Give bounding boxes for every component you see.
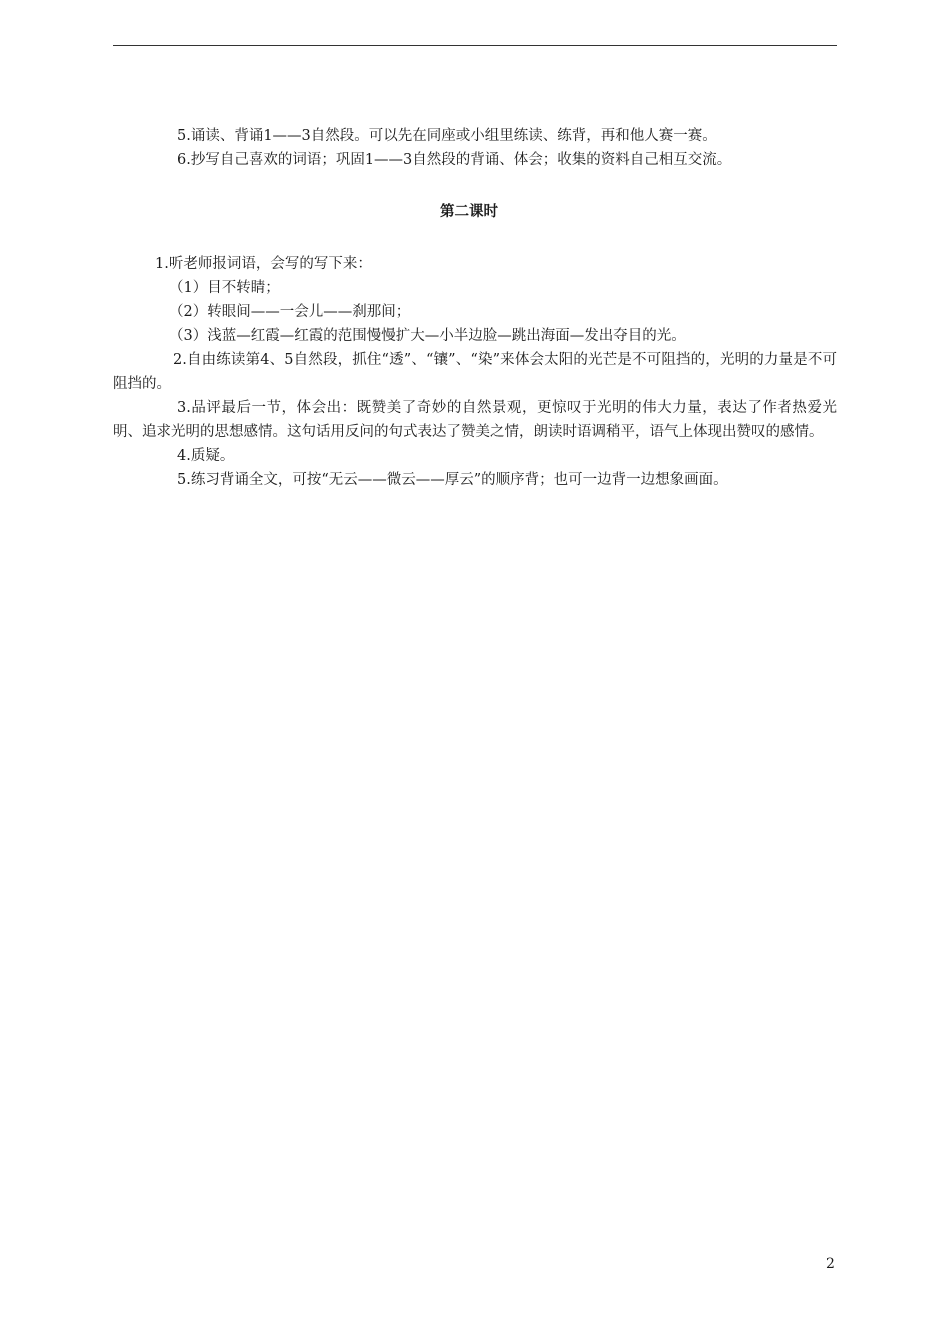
- exercise-item-1c: （3）浅蓝—红霞—红霞的范围慢慢扩大—小半边脸—跳出海面—发出夺目的光。: [169, 328, 686, 344]
- exercise-item-3: 3.品评最后一节，体会出：既赞美了奇妙的自然景观，更惊叹于光明的伟大力量，表达了作者热爱光明、追求光明的思想感情。这句话用反问的句式表达了赞美之情，朗读时语调稍平，语气上体现出赞叹的感情。: [113, 400, 837, 440]
- exercise-item-1b: （2）转眼间——一会儿——刹那间；: [169, 304, 411, 320]
- paragraph-step-6: 6.抄写自己喜欢的词语；巩固1——3自然段的背诵、体会；收集的资料自己相互交流。: [177, 152, 732, 168]
- exercise-item-1: 1.听老师报词语，会写的写下来：: [155, 256, 372, 272]
- exercise-item-2: 2.自由练读第4、5自然段，抓住“透”、“镶”、“染”来体会太阳的光芒是不可阻挡的，光明的力量是不可阻挡的。: [113, 352, 837, 392]
- header-rule: [113, 45, 837, 46]
- paragraph-step-5: 5.诵读、背诵1——3自然段。可以先在同座或小组里练读、练背，再和他人赛一赛。: [177, 128, 717, 144]
- section-heading: 第二课时: [440, 204, 498, 220]
- document-body: [113, 124, 837, 492]
- page-number: 2: [826, 1256, 835, 1272]
- exercise-item-5: 5.练习背诵全文，可按“无云——微云——厚云”的顺序背；也可一边背一边想象画面。: [177, 472, 728, 488]
- exercise-item-1a: （1）目不转睛；: [169, 280, 280, 296]
- exercise-item-4: 4.质疑。: [177, 448, 235, 464]
